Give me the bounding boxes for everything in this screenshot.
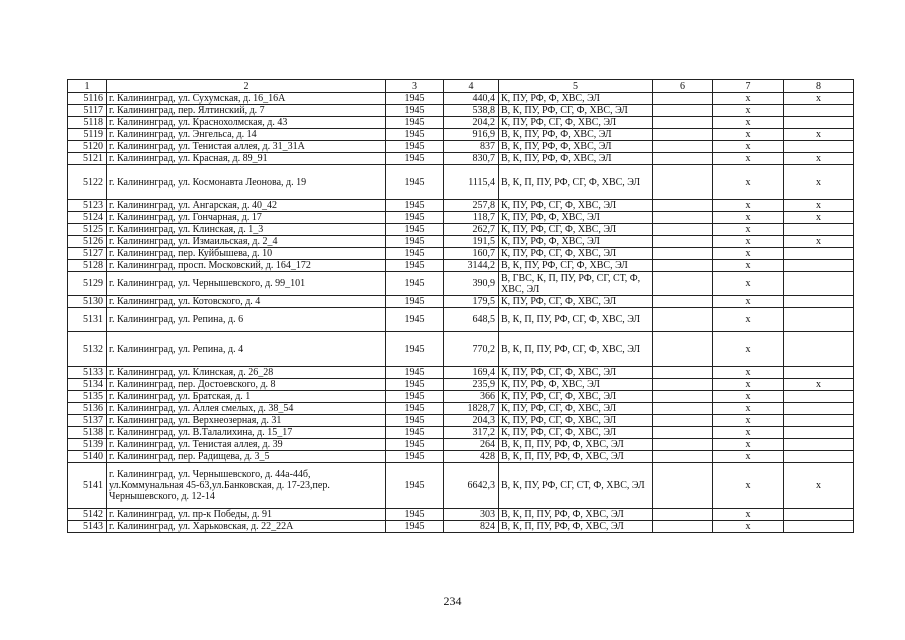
address-cell: г. Калининград, ул. Тенистая аллея, д. 39 [107, 439, 386, 451]
col6-cell [653, 451, 713, 463]
services-cell: В, К, ПУ, РФ, Ф, ХВС, ЭЛ [499, 153, 653, 165]
header-col-1: 1 [68, 80, 107, 93]
services-cell: К, ПУ, РФ, СГ, Ф, ХВС, ЭЛ [499, 296, 653, 308]
table-body [68, 80, 854, 533]
col6-cell [653, 463, 713, 509]
services-cell: В, ГВС, К, П, ПУ, РФ, СГ, СТ, Ф, ХВС, ЭЛ [499, 272, 653, 296]
col6-cell [653, 272, 713, 296]
address-cell: г. Калининград, просп. Московский, д. 164_172 [107, 260, 386, 272]
table-row [68, 403, 854, 415]
col6-cell [653, 521, 713, 533]
col7-mark: х [713, 332, 784, 367]
address-cell: г. Калининград, ул. Клинская, д. 26_28 [107, 367, 386, 379]
services-cell: В, К, П, ПУ, РФ, Ф, ХВС, ЭЛ [499, 451, 653, 463]
address-cell: г. Калининград, ул. Космонавта Леонова, д. 19 [107, 165, 386, 200]
col7-mark: х [713, 379, 784, 391]
area-cell: 262,7 [444, 224, 499, 236]
area-cell: 264 [444, 439, 499, 451]
address-cell: г. Калининград, ул. Измаильская, д. 2_4 [107, 236, 386, 248]
area-cell: 440,4 [444, 93, 499, 105]
col6-cell [653, 224, 713, 236]
address-cell: г. Калининград, ул. Красная, д. 89_91 [107, 153, 386, 165]
year-cell: 1945 [386, 105, 444, 117]
table-header-row [68, 80, 854, 93]
area-cell: 770,2 [444, 332, 499, 367]
col8-mark: х [784, 379, 854, 391]
col7-mark: х [713, 439, 784, 451]
address-cell: г. Калининград, ул. Харьковская, д. 22_22А [107, 521, 386, 533]
services-cell: К, ПУ, РФ, СГ, Ф, ХВС, ЭЛ [499, 415, 653, 427]
col7-mark: х [713, 129, 784, 141]
row-number: 5123 [68, 200, 107, 212]
services-cell: В, К, ПУ, РФ, Ф, ХВС, ЭЛ [499, 129, 653, 141]
row-number: 5117 [68, 105, 107, 117]
col6-cell [653, 212, 713, 224]
col7-mark: х [713, 427, 784, 439]
services-cell: К, ПУ, РФ, СГ, Ф, ХВС, ЭЛ [499, 391, 653, 403]
table-row [68, 200, 854, 212]
year-cell: 1945 [386, 165, 444, 200]
year-cell: 1945 [386, 439, 444, 451]
services-cell: К, ПУ, РФ, СГ, Ф, ХВС, ЭЛ [499, 248, 653, 260]
year-cell: 1945 [386, 200, 444, 212]
row-number: 5140 [68, 451, 107, 463]
area-cell: 303 [444, 509, 499, 521]
address-cell: г. Калининград, ул. Чернышевского, д. 44а-44б, ул.Коммунальная 45-63,ул.Банковская, д. 17-23,пер. Чернышевского, д. 12-14 [107, 463, 386, 509]
col8-mark [784, 427, 854, 439]
year-cell: 1945 [386, 332, 444, 367]
header-col-2: 2 [107, 80, 386, 93]
services-cell: К, ПУ, РФ, СГ, Ф, ХВС, ЭЛ [499, 200, 653, 212]
services-cell: К, ПУ, РФ, СГ, Ф, ХВС, ЭЛ [499, 117, 653, 129]
services-cell: В, К, П, ПУ, РФ, Ф, ХВС, ЭЛ [499, 439, 653, 451]
address-cell: г. Калининград, ул. В.Талалихина, д. 15_17 [107, 427, 386, 439]
header-col-7: 7 [713, 80, 784, 93]
col8-mark [784, 403, 854, 415]
area-cell: 837 [444, 141, 499, 153]
table-row [68, 367, 854, 379]
year-cell: 1945 [386, 260, 444, 272]
year-cell: 1945 [386, 248, 444, 260]
col7-mark: х [713, 391, 784, 403]
col7-mark: х [713, 521, 784, 533]
row-number: 5135 [68, 391, 107, 403]
area-cell: 390,9 [444, 272, 499, 296]
col7-mark: х [713, 200, 784, 212]
col8-mark: х [784, 129, 854, 141]
col6-cell [653, 236, 713, 248]
services-cell: В, К, П, ПУ, РФ, СГ, Ф, ХВС, ЭЛ [499, 308, 653, 332]
col8-mark [784, 308, 854, 332]
col6-cell [653, 153, 713, 165]
col7-mark: х [713, 403, 784, 415]
table-row [68, 296, 854, 308]
services-cell: К, ПУ, РФ, СГ, Ф, ХВС, ЭЛ [499, 427, 653, 439]
year-cell: 1945 [386, 509, 444, 521]
area-cell: 830,7 [444, 153, 499, 165]
table-row [68, 427, 854, 439]
col6-cell [653, 117, 713, 129]
col6-cell [653, 105, 713, 117]
table-row [68, 212, 854, 224]
col6-cell [653, 391, 713, 403]
col7-mark: х [713, 451, 784, 463]
year-cell: 1945 [386, 379, 444, 391]
table-row [68, 415, 854, 427]
row-number: 5137 [68, 415, 107, 427]
col6-cell [653, 439, 713, 451]
col7-mark: х [713, 224, 784, 236]
services-cell: К, ПУ, РФ, Ф, ХВС, ЭЛ [499, 379, 653, 391]
table-row [68, 509, 854, 521]
year-cell: 1945 [386, 296, 444, 308]
col6-cell [653, 367, 713, 379]
col7-mark: х [713, 153, 784, 165]
area-cell: 1115,4 [444, 165, 499, 200]
area-cell: 916,9 [444, 129, 499, 141]
table-row [68, 451, 854, 463]
area-cell: 191,5 [444, 236, 499, 248]
year-cell: 1945 [386, 141, 444, 153]
col6-cell [653, 93, 713, 105]
header-col-3: 3 [386, 80, 444, 93]
year-cell: 1945 [386, 521, 444, 533]
col6-cell [653, 129, 713, 141]
row-number: 5132 [68, 332, 107, 367]
table-row [68, 260, 854, 272]
table-row [68, 224, 854, 236]
row-number: 5128 [68, 260, 107, 272]
row-number: 5118 [68, 117, 107, 129]
area-cell: 317,2 [444, 427, 499, 439]
year-cell: 1945 [386, 236, 444, 248]
col6-cell [653, 141, 713, 153]
area-cell: 648,5 [444, 308, 499, 332]
table-row [68, 439, 854, 451]
col8-mark: х [784, 165, 854, 200]
col7-mark: х [713, 509, 784, 521]
services-cell: В, К, ПУ, РФ, СГ, Ф, ХВС, ЭЛ [499, 260, 653, 272]
address-cell: г. Калининград, ул. Тенистая аллея, д. 31_31А [107, 141, 386, 153]
area-cell: 179,5 [444, 296, 499, 308]
area-cell: 235,9 [444, 379, 499, 391]
year-cell: 1945 [386, 391, 444, 403]
row-number: 5122 [68, 165, 107, 200]
row-number: 5136 [68, 403, 107, 415]
services-cell: К, ПУ, РФ, Ф, ХВС, ЭЛ [499, 236, 653, 248]
area-cell: 3144,2 [444, 260, 499, 272]
row-number: 5126 [68, 236, 107, 248]
address-cell: г. Калининград, ул. Аллея смелых, д. 38_54 [107, 403, 386, 415]
table-row [68, 105, 854, 117]
row-number: 5142 [68, 509, 107, 521]
table-row [68, 141, 854, 153]
area-cell: 428 [444, 451, 499, 463]
row-number: 5139 [68, 439, 107, 451]
address-cell: г. Калининград, ул. Репина, д. 6 [107, 308, 386, 332]
col8-mark [784, 272, 854, 296]
col8-mark [784, 117, 854, 129]
address-cell: г. Калининград, ул. Репина, д. 4 [107, 332, 386, 367]
address-cell: г. Калининград, пер. Ялтинский, д. 7 [107, 105, 386, 117]
area-cell: 118,7 [444, 212, 499, 224]
row-number: 5120 [68, 141, 107, 153]
col7-mark: х [713, 308, 784, 332]
col7-mark: х [713, 260, 784, 272]
address-cell: г. Калининград, ул. Чернышевского, д. 99_101 [107, 272, 386, 296]
address-cell: г. Калининград, ул. Клинская, д. 1_3 [107, 224, 386, 236]
year-cell: 1945 [386, 153, 444, 165]
col7-mark: х [713, 296, 784, 308]
row-number: 5134 [68, 379, 107, 391]
row-number: 5143 [68, 521, 107, 533]
col6-cell [653, 165, 713, 200]
area-cell: 6642,3 [444, 463, 499, 509]
year-cell: 1945 [386, 427, 444, 439]
area-cell: 204,3 [444, 415, 499, 427]
services-cell: В, К, П, ПУ, РФ, Ф, ХВС, ЭЛ [499, 509, 653, 521]
col6-cell [653, 509, 713, 521]
services-cell: К, ПУ, РФ, СГ, Ф, ХВС, ЭЛ [499, 367, 653, 379]
table-row [68, 463, 854, 509]
header-col-8: 8 [784, 80, 854, 93]
services-cell: В, К, П, ПУ, РФ, СГ, Ф, ХВС, ЭЛ [499, 332, 653, 367]
services-cell: В, К, П, ПУ, РФ, СГ, Ф, ХВС, ЭЛ [499, 165, 653, 200]
col8-mark [784, 105, 854, 117]
address-cell: г. Калининград, ул. Братская, д. 1 [107, 391, 386, 403]
col8-mark [784, 260, 854, 272]
table-row [68, 165, 854, 200]
table-row [68, 153, 854, 165]
col8-mark [784, 248, 854, 260]
services-cell: К, ПУ, РФ, СГ, Ф, ХВС, ЭЛ [499, 403, 653, 415]
row-number: 5130 [68, 296, 107, 308]
table-row [68, 236, 854, 248]
row-number: 5125 [68, 224, 107, 236]
col8-mark: х [784, 212, 854, 224]
header-col-6: 6 [653, 80, 713, 93]
address-cell: г. Калининград, ул. Краснохолмская, д. 43 [107, 117, 386, 129]
year-cell: 1945 [386, 451, 444, 463]
col8-mark: х [784, 236, 854, 248]
col6-cell [653, 248, 713, 260]
page-number: 234 [443, 594, 462, 608]
area-cell: 1828,7 [444, 403, 499, 415]
year-cell: 1945 [386, 463, 444, 509]
year-cell: 1945 [386, 272, 444, 296]
services-cell: В, К, ПУ, РФ, СГ, Ф, ХВС, ЭЛ [499, 105, 653, 117]
col8-mark [784, 367, 854, 379]
col8-mark [784, 509, 854, 521]
col7-mark: х [713, 463, 784, 509]
table-row [68, 379, 854, 391]
year-cell: 1945 [386, 212, 444, 224]
table-row [68, 248, 854, 260]
year-cell: 1945 [386, 224, 444, 236]
header-col-4: 4 [444, 80, 499, 93]
table-row [68, 391, 854, 403]
col7-mark: х [713, 367, 784, 379]
col6-cell [653, 427, 713, 439]
address-cell: г. Калининград, ул. Верхнеозерная, д. 31 [107, 415, 386, 427]
address-cell: г. Калининград, пер. Радищева, д. 3_5 [107, 451, 386, 463]
area-cell: 538,8 [444, 105, 499, 117]
row-number: 5129 [68, 272, 107, 296]
row-number: 5116 [68, 93, 107, 105]
col8-mark [784, 391, 854, 403]
address-cell: г. Калининград, ул. Гончарная, д. 17 [107, 212, 386, 224]
address-cell: г. Калининград, ул. Ангарская, д. 40_42 [107, 200, 386, 212]
col8-mark: х [784, 200, 854, 212]
area-cell: 366 [444, 391, 499, 403]
col8-mark [784, 415, 854, 427]
table-row [68, 117, 854, 129]
table-row [68, 272, 854, 296]
area-cell: 160,7 [444, 248, 499, 260]
col7-mark: х [713, 141, 784, 153]
address-cell: г. Калининград, пер. Достоевского, д. 8 [107, 379, 386, 391]
col6-cell [653, 332, 713, 367]
header-col-5: 5 [499, 80, 653, 93]
col7-mark: х [713, 415, 784, 427]
year-cell: 1945 [386, 415, 444, 427]
services-cell: В, К, П, ПУ, РФ, Ф, ХВС, ЭЛ [499, 521, 653, 533]
table-row [68, 332, 854, 367]
row-number: 5131 [68, 308, 107, 332]
col6-cell [653, 200, 713, 212]
year-cell: 1945 [386, 367, 444, 379]
row-number: 5141 [68, 463, 107, 509]
col8-mark: х [784, 93, 854, 105]
area-cell: 257,8 [444, 200, 499, 212]
col7-mark: х [713, 272, 784, 296]
services-cell: К, ПУ, РФ, Ф, ХВС, ЭЛ [499, 212, 653, 224]
col7-mark: х [713, 93, 784, 105]
col8-mark [784, 296, 854, 308]
col8-mark [784, 224, 854, 236]
row-number: 5124 [68, 212, 107, 224]
col8-mark [784, 451, 854, 463]
services-cell: В, К, ПУ, РФ, Ф, ХВС, ЭЛ [499, 141, 653, 153]
row-number: 5133 [68, 367, 107, 379]
row-number: 5121 [68, 153, 107, 165]
col6-cell [653, 260, 713, 272]
address-cell: г. Калининград, ул. пр-к Победы, д. 91 [107, 509, 386, 521]
col7-mark: х [713, 165, 784, 200]
table-row [68, 521, 854, 533]
services-cell: К, ПУ, РФ, СГ, Ф, ХВС, ЭЛ [499, 224, 653, 236]
col8-mark: х [784, 463, 854, 509]
address-cell: г. Калининград, ул. Котовского, д. 4 [107, 296, 386, 308]
table-row [68, 129, 854, 141]
row-number: 5127 [68, 248, 107, 260]
area-cell: 204,2 [444, 117, 499, 129]
year-cell: 1945 [386, 93, 444, 105]
address-cell: г. Калининград, пер. Куйбышева, д. 10 [107, 248, 386, 260]
col7-mark: х [713, 105, 784, 117]
col7-mark: х [713, 117, 784, 129]
services-cell: К, ПУ, РФ, Ф, ХВС, ЭЛ [499, 93, 653, 105]
col7-mark: х [713, 248, 784, 260]
col7-mark: х [713, 236, 784, 248]
year-cell: 1945 [386, 403, 444, 415]
col8-mark [784, 141, 854, 153]
year-cell: 1945 [386, 117, 444, 129]
col8-mark [784, 332, 854, 367]
row-number: 5119 [68, 129, 107, 141]
col8-mark [784, 521, 854, 533]
col6-cell [653, 415, 713, 427]
table-row [68, 308, 854, 332]
year-cell: 1945 [386, 308, 444, 332]
area-cell: 169,4 [444, 367, 499, 379]
col6-cell [653, 296, 713, 308]
area-cell: 824 [444, 521, 499, 533]
services-cell: В, К, ПУ, РФ, СГ, СТ, Ф, ХВС, ЭЛ [499, 463, 653, 509]
col7-mark: х [713, 212, 784, 224]
table-row [68, 93, 854, 105]
row-number: 5138 [68, 427, 107, 439]
col6-cell [653, 403, 713, 415]
col6-cell [653, 379, 713, 391]
address-cell: г. Калининград, ул. Сухумская, д. 16_16А [107, 93, 386, 105]
col8-mark: х [784, 153, 854, 165]
col6-cell [653, 308, 713, 332]
address-cell: г. Калининград, ул. Энгельса, д. 14 [107, 129, 386, 141]
register-table [67, 79, 854, 533]
year-cell: 1945 [386, 129, 444, 141]
col8-mark [784, 439, 854, 451]
